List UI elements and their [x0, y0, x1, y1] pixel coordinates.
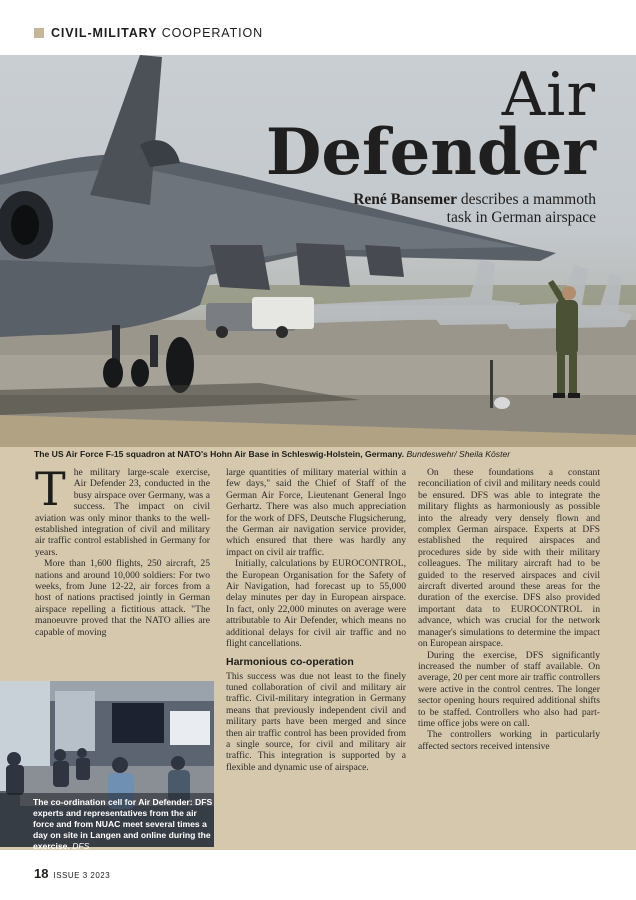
- paragraph: large quantities of military material within a few days," said the Chief of Staff of the German Air Force, Lieutenant General Ingo Gerhartz. There was also much appreciation for the work of DFS, Deutsche Flugsicherung, the German air navigation service provider, which ensured that there was hardly any impact on civil air traffic.: [226, 467, 406, 558]
- issue-label: ISSUE 3 2023: [53, 871, 111, 880]
- headline-line-2: Defender: [265, 115, 596, 190]
- drop-cap: T: [35, 467, 66, 516]
- meeting-photo-caption: The co-ordination cell for Air Defender: DFS experts and representatives from the air force and from NUAC meet several times a day on site in Langen and online during the exercise. DFS: [33, 797, 213, 851]
- paragraph: More than 1,600 flights, 250 aircraft, 25 nations and around 10,000 soldiers: For two weeks, from June 12-22, air forces from a host of nations practised jointly in German airspace repelling a fictitious attack. "The manoeuvre proved that the NATO allies are capable of moving: [35, 558, 210, 638]
- headline-line-1: Air: [501, 60, 596, 130]
- article-column-2: [226, 467, 406, 837]
- page-number: 18: [34, 866, 49, 881]
- article-column-1: [35, 467, 210, 679]
- paragraph: On these foundations a constant reconciliation of civil and military needs could be ensured. DFS was able to integrate the military flights as harmoniously as possible into the already very densely flown and complex German airspace. Experts at DFS established the required airspaces and procedures side by side with their military colleagues. The military aircraft had to be guided to the reserved airspaces and civil aircraft diverted around these areas for the duration of the exercise. DFS also provided important data to EUROCONTROL in advance, which was crucial for the network manager's simulations to determine the impact on European airspace.: [418, 467, 600, 650]
- hero-photo-caption: The US Air Force F-15 squadron at NATO's Hohn Air Base in Schleswig-Holstein, Germany. Bundeswehr/ Sheila Köster: [34, 449, 511, 459]
- page-footer: [34, 866, 110, 881]
- section-square-icon: [34, 28, 44, 38]
- paragraph: This success was due not least to the finely tuned collaboration of civil and military air traffic. Civil-military integration in Germany means that previously independent civil and military parts have been merged and since then air traffic control has been provided from a single source, for civil and military air traffic. This integration is supported by a flexible and dynamic use of airspace.: [226, 670, 406, 773]
- paragraph: During the exercise, DFS significantly increased the number of staff available. On average, 20 per cent more air traffic controllers were active in the control centres. The longer sector opening hours required additional shifts to be staffed. Controllers who also had part-time office jobs were on call.: [418, 649, 600, 729]
- photo-credit: DFS: [72, 841, 90, 851]
- photo-credit: Bundeswehr/ Sheila Köster: [406, 449, 511, 459]
- subtitle: René Bansemer describes a mammoth task in German airspace: [353, 191, 596, 226]
- paragraph: The military large-scale exercise, Air Defender 23, conducted in the busy airspace over Germany, was a success. The impact on civil aviation was only minor thanks to the well-established integration of civil and military air traffic control established in Germany for years.: [35, 467, 210, 558]
- section-title: CIVIL-MILITARY COOPERATION: [51, 26, 264, 40]
- paragraph: Initially, calculations by EUROCONTROL, the European Organisation for the Safety of Air Navigation, had forecast up to 55,000 delay minutes per day in European airspace. In fact, only 22,000 minutes on average were attributable to Air Defender, which means no additional delays for civil air traffic and no flight cancellations.: [226, 558, 406, 650]
- title-block: [265, 60, 596, 227]
- subheading: Harmonious co-operation: [226, 655, 354, 668]
- hero-photo: [0, 55, 636, 447]
- paragraph: The controllers working in particularly affected sectors received intensive: [418, 729, 600, 752]
- section-header: [34, 25, 263, 41]
- author-name: René Bansemer: [353, 191, 457, 208]
- article-column-3: [418, 467, 600, 837]
